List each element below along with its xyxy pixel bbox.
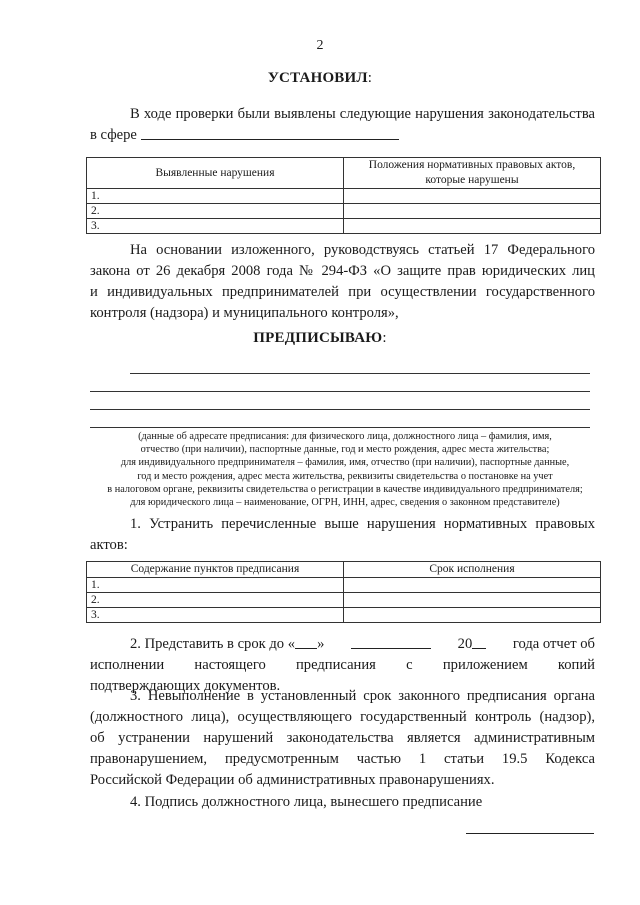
item3-line-1: 3. Невыполнение в установленный срок законного предписания органа — [130, 688, 595, 704]
items-table — [86, 561, 601, 623]
item3-line-4: правонарушением, предусмотренным частью 1 статьи 19.5 Кодекса — [90, 751, 595, 767]
basis-line-4: контроля (надзора) и муниципального контроля», — [90, 305, 399, 321]
basis-line-1: На основании изложенного, руководствуясь статьей 17 Федерального — [130, 242, 595, 258]
table-row — [87, 204, 601, 219]
addressee-note-line-1: (данные об адресате предписания: для физического лица, должностного лица – фамилия, имя, — [138, 431, 552, 442]
basis-line-3: и индивидуальных предпринимателей при осуществлении государственного — [90, 284, 595, 300]
addressee-note-line-4: год и место рождения, адрес места жительства, реквизиты свидетельства о постановке на учет — [137, 470, 553, 482]
items-header-content: Содержание пунктов предписания — [87, 562, 344, 578]
item3-line-2: (должностного лица), осуществляющего государственный контроль (надзор), — [90, 709, 595, 725]
established-line-2 — [90, 125, 595, 146]
item3-paragraph — [90, 686, 595, 791]
addressee-line-2[interactable] — [90, 391, 590, 392]
items-row-1[interactable]: 1. — [87, 578, 344, 593]
item3-line-3: об устранении нарушений законодательства является административным — [90, 730, 595, 746]
item2-date-group — [130, 634, 324, 655]
items-row-1-deadline[interactable] — [344, 578, 601, 593]
table-row — [87, 593, 601, 608]
violations-row-2[interactable]: 2. — [87, 204, 344, 219]
table-row — [87, 608, 601, 623]
basis-paragraph — [90, 240, 595, 324]
violations-row-3[interactable]: 3. — [87, 219, 344, 234]
basis-line-2: закона от 26 декабря 2008 года № 294-ФЗ «О защите прав юридических лиц — [90, 263, 595, 279]
established-heading-colon: : — [367, 70, 373, 86]
addressee-line-1[interactable] — [130, 373, 590, 374]
item2-line-2: исполнении настоящего предписания с приложением копий — [90, 657, 595, 673]
item2-line-3: подтверждающих документов. — [90, 678, 281, 694]
addressee-note — [80, 430, 610, 509]
item1-paragraph — [90, 514, 595, 556]
addressee-line-3[interactable] — [90, 409, 590, 410]
item2-year-prefix: 20 — [457, 636, 473, 652]
established-heading-text: УСТАНОВИЛ — [267, 70, 368, 86]
item2-month-blank[interactable] — [351, 634, 431, 649]
addressee-note-line-5: в налоговом органе, реквизиты свидетельства о регистрации в качестве индивидуального предпринимателя; — [107, 483, 583, 495]
established-line-1: В ходе проверки были выявлены следующие нарушения законодательства — [130, 106, 595, 122]
items-row-3-deadline[interactable] — [344, 608, 601, 623]
items-row-2-deadline[interactable] — [344, 593, 601, 608]
violations-row-3-provision[interactable] — [344, 219, 601, 234]
item2-quote-close: » — [317, 636, 325, 652]
violations-row-1-provision[interactable] — [344, 189, 601, 204]
violations-header-provisions: Положения нормативных правовых актов, которые нарушены — [344, 158, 601, 189]
order-heading-text: ПРЕДПИСЫВАЮ — [253, 330, 383, 346]
items-header-deadline: Срок исполнения — [344, 562, 601, 578]
table-row — [87, 219, 601, 234]
violations-table-header — [87, 158, 601, 189]
item3-line-5: Российской Федерации об административных правонарушениях. — [90, 772, 495, 788]
item4-line: 4. Подпись должностного лица, вынесшего предписание — [130, 794, 483, 810]
violations-row-2-provision[interactable] — [344, 204, 601, 219]
order-heading-colon: : — [382, 330, 387, 346]
table-row — [87, 189, 601, 204]
addressee-note-line-2: отчество (при наличии), паспортные данные, год и место рождения, адрес места жительства; — [140, 444, 550, 456]
items-row-3[interactable]: 3. — [87, 608, 344, 623]
sphere-label: в сфере — [90, 127, 137, 143]
order-heading — [0, 330, 640, 347]
item2-day-blank[interactable] — [295, 634, 317, 649]
page-number: 2 — [316, 38, 324, 53]
signature-blank[interactable] — [466, 817, 594, 834]
item2-year-group — [458, 634, 487, 655]
violations-table — [86, 157, 601, 234]
item2-line-1 — [90, 634, 595, 655]
items-row-2[interactable]: 2. — [87, 593, 344, 608]
established-paragraph — [90, 104, 595, 146]
item2-suffix: года отчет об — [512, 636, 595, 652]
item1-line-1: 1. Устранить перечисленные выше нарушения нормативных правовых — [130, 516, 595, 532]
addressee-note-line-6: для юридического лица – наименование, ОГРН, ИНН, адрес, сведения о законном представителе) — [130, 497, 560, 509]
items-table-header — [87, 562, 601, 578]
item2-year-blank[interactable] — [472, 634, 486, 649]
established-heading — [0, 70, 640, 87]
violations-header-violations: Выявленные нарушения — [87, 158, 344, 189]
item4-paragraph — [90, 792, 595, 813]
sphere-blank[interactable] — [141, 125, 399, 140]
addressee-note-line-3: для индивидуального предпринимателя – фамилия, имя, отчество (при наличии), паспортные данные, — [120, 457, 570, 469]
violations-row-1[interactable]: 1. — [87, 189, 344, 204]
item1-line-2: актов: — [90, 537, 128, 553]
item2-prefix: 2. Представить в срок до « — [130, 636, 296, 652]
table-row — [87, 578, 601, 593]
addressee-line-4[interactable] — [90, 427, 590, 428]
